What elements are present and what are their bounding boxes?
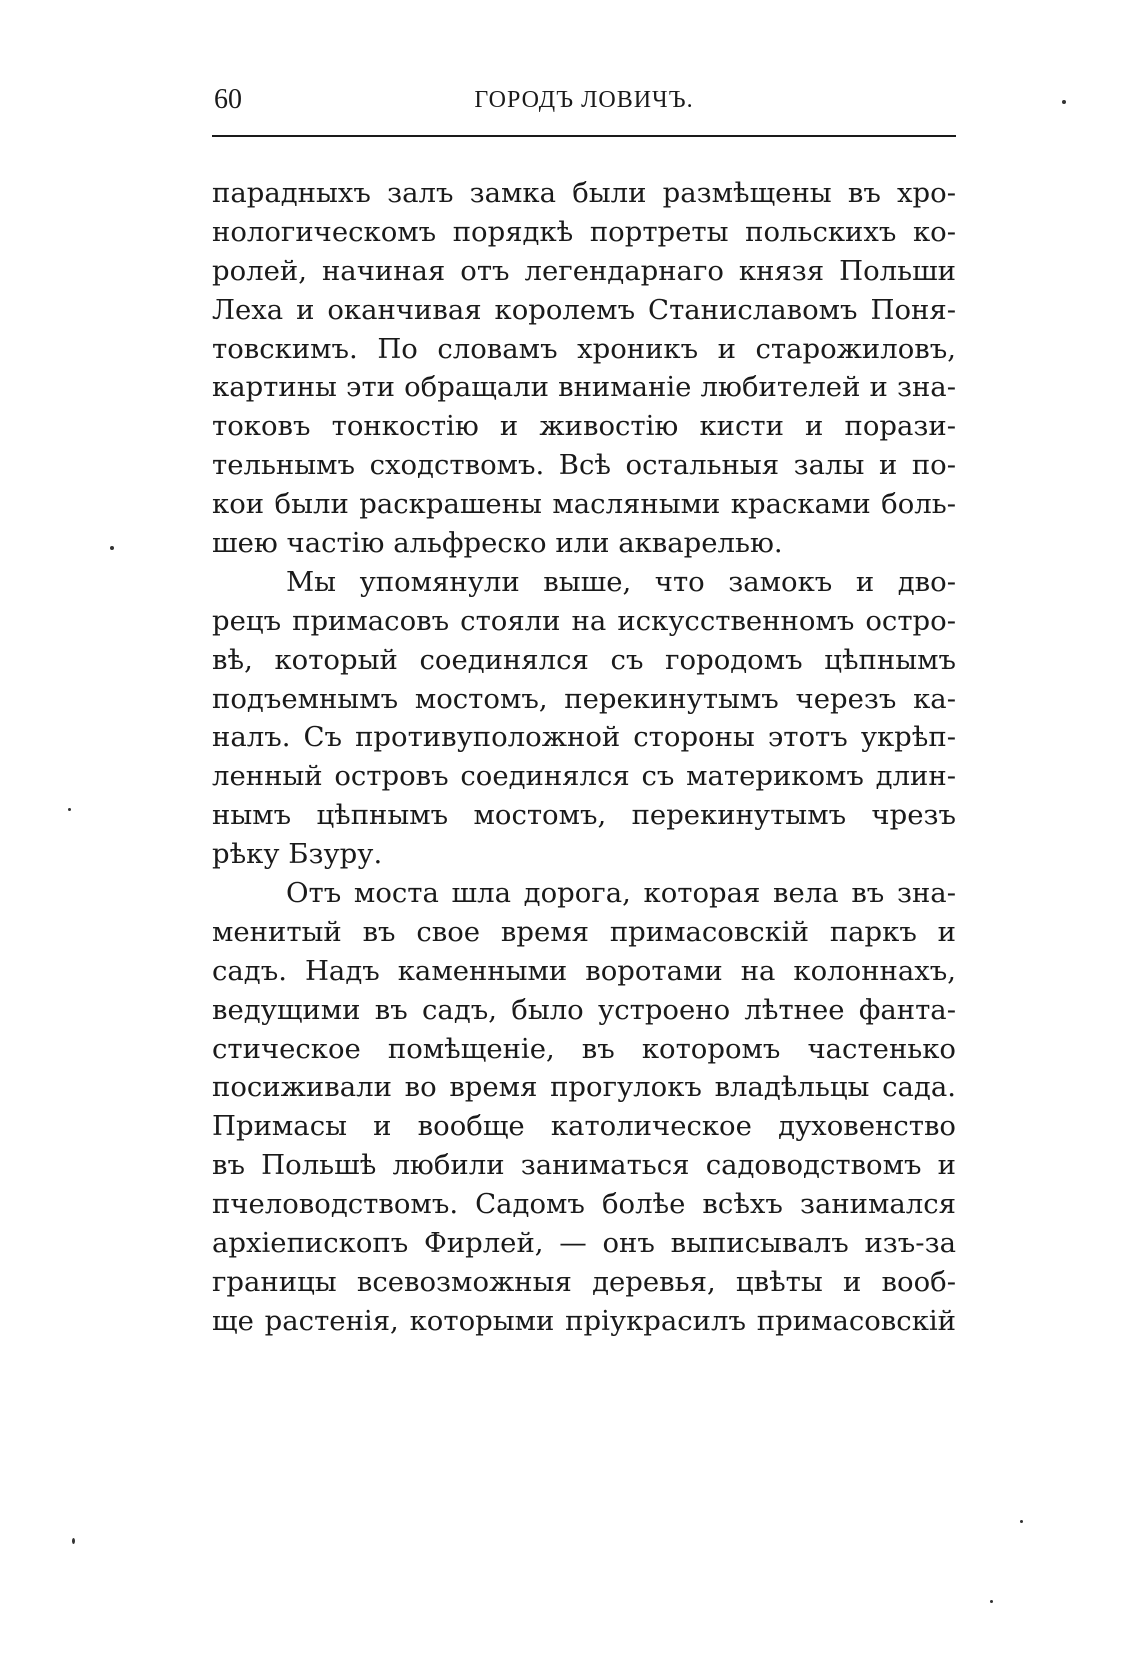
text-line: картины эти обращали вниманіе любителей и зна-	[212, 371, 956, 404]
text-line: садъ. Надъ каменными воротами на колоннахъ,	[212, 954, 956, 987]
text-line: нымъ цѣпнымъ мостомъ, перекинутымъ чрезъ	[212, 799, 956, 832]
text-line: пчеловодствомъ. Садомъ болѣе всѣхъ занимался	[212, 1188, 956, 1221]
text-line: подъемнымъ мостомъ, перекинутымъ черезъ ка-	[212, 682, 956, 715]
scan-speck	[72, 1538, 75, 1544]
text-line: тельнымъ сходствомъ. Всѣ остальныя залы и по-	[212, 449, 956, 482]
scan-speck	[1062, 100, 1066, 104]
text-line: архіепископъ Фирлей, — онъ выписывалъ изъ-за	[212, 1227, 956, 1260]
scan-speck	[1020, 1520, 1023, 1523]
text-line: налъ. Съ противуположной стороны этотъ укрѣп-	[212, 721, 956, 754]
running-head	[212, 80, 956, 120]
text-line: ще растенія, которыми пріукрасилъ примасовскій	[212, 1304, 956, 1337]
scan-speck	[990, 1600, 993, 1603]
text-line: ленный островъ соединялся съ материкомъ длин-	[212, 760, 956, 793]
text-line: нологическомъ порядкѣ портреты польскихъ ко-	[212, 215, 956, 248]
text-line: Примасы и вообще католическое духовенство	[212, 1110, 956, 1143]
text-line: въ Польшѣ любили заниматься садоводствомъ и	[212, 1149, 956, 1182]
text-line: кои были раскрашены масляными красками боль-	[212, 488, 956, 521]
text-line: шею частію альфреско или акварелью.	[212, 527, 783, 560]
text-line: товскимъ. По словамъ хроникъ и старожиловъ,	[212, 332, 956, 365]
running-title: ГОРОДЪ ЛОВИЧЪ.	[474, 87, 694, 113]
text-line: рѣку Бзуру.	[212, 838, 383, 871]
text-line: вѣ, который соединялся съ городомъ цѣпнымъ	[212, 643, 956, 676]
text-line: ведущими въ садъ, было устроено лѣтнее фанта-	[212, 993, 956, 1026]
text-line: стическое помѣщеніе, въ которомъ частенько	[212, 1032, 956, 1065]
text-line: посиживали во время прогулокъ владѣльцы сада.	[212, 1071, 956, 1104]
body-text	[212, 174, 956, 1341]
text-line: рецъ примасовъ стояли на искусственномъ остро-	[212, 604, 956, 637]
text-line: границы всевозможныя деревья, цвѣты и вооб-	[212, 1265, 956, 1298]
text-line: Леха и оканчивая королемъ Станиславомъ Поня-	[212, 293, 956, 326]
page-number: 60	[214, 84, 242, 115]
text-line: токовъ тонкостію и живостію кисти и порази-	[212, 410, 956, 443]
text-line: парадныхъ залъ замка были размѣщены въ хро-	[212, 177, 956, 209]
text-line: Отъ моста шла дорога, которая вела въ зна-	[286, 877, 956, 910]
text-line: Мы упомянули выше, что замокъ и дво-	[286, 565, 956, 598]
text-line: ролей, начиная отъ легендарнаго князя Польши	[212, 254, 956, 287]
header-rule	[212, 135, 956, 137]
text-line: менитый въ свое время примасовскій паркъ и	[212, 915, 956, 948]
scan-speck	[110, 546, 114, 550]
scan-speck	[68, 808, 71, 811]
